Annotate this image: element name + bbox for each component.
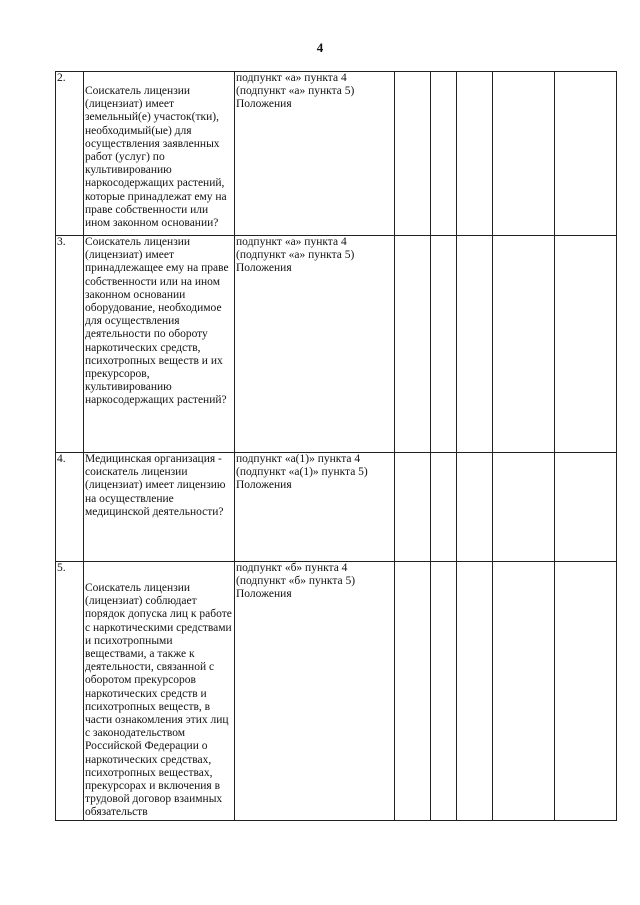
answer-cell-no[interactable]: [431, 236, 457, 453]
notes-cell[interactable]: [555, 453, 617, 562]
question-cell: [84, 453, 235, 562]
question-cell: [84, 236, 235, 453]
answer-cell-no[interactable]: [431, 72, 457, 236]
question-cell: [84, 562, 235, 821]
row-number: 5.: [56, 562, 84, 821]
notes-cell[interactable]: [555, 72, 617, 236]
reference-cell: подпункт «б» пункта 4 (подпункт «б» пункта 5) Положения: [235, 562, 395, 821]
answer-cell-extra[interactable]: [493, 562, 555, 821]
reference-cell: подпункт «а» пункта 4 (подпункт «а» пункта 5) Положения: [235, 72, 395, 236]
question-text: Соискатель лицензии (лицензиат) имеет земельный(е) участок(тки), необходимый(ые) для осуществления заявленных работ (услуг) по культивированию наркосодержащих растений, которые принадлежат ему на праве собственности или ином законном основании?: [85, 85, 227, 230]
reference-cell: подпункт «а» пункта 4 (подпункт «а» пункта 5) Положения: [235, 236, 395, 453]
table-row: [56, 453, 617, 562]
question-text: Соискатель лицензии (лицензиат) имеет принадлежащее ему на праве собственности или на ином законном основании оборудование, необходимое для осуществления деятельности по обороту наркотических средств, психотропных веществ и их прекурсоров, культивированию наркосодержащих растений?: [85, 236, 229, 407]
checklist-table: [55, 71, 617, 821]
notes-cell[interactable]: [555, 562, 617, 821]
row-number: 3.: [56, 236, 84, 453]
answer-cell-yes[interactable]: [395, 236, 431, 453]
answer-cell-na[interactable]: [457, 72, 493, 236]
answer-cell-yes[interactable]: [395, 72, 431, 236]
question-text: Соискатель лицензии (лицензиат) соблюдает порядок допуска лиц к работе с наркотическими средствами и психотропными веществами, а также к деятельности, связанной с оборотом прекурсоров наркотических средств и психотропных веществ, в части ознакомления этих лиц с законодательством Российской Федерации о наркотических средствах, психотропных веществах, прекурсорах и включения в трудовой договор взаимных обязательств: [85, 582, 232, 819]
answer-cell-yes[interactable]: [395, 453, 431, 562]
answer-cell-na[interactable]: [457, 453, 493, 562]
question-cell: [84, 72, 235, 236]
page-number: 4: [316, 40, 324, 55]
table-row: [56, 562, 617, 821]
answer-cell-na[interactable]: [457, 236, 493, 453]
question-text: Медицинская организация - соискатель лицензии (лицензиат) имеет лицензию на осуществление медицинской деятельности?: [85, 453, 226, 518]
row-number: 4.: [56, 453, 84, 562]
notes-cell[interactable]: [555, 236, 617, 453]
row-number: 2.: [56, 72, 84, 236]
answer-cell-no[interactable]: [431, 562, 457, 821]
table-row: [56, 236, 617, 453]
table-row: [56, 72, 617, 236]
answer-cell-na[interactable]: [457, 562, 493, 821]
answer-cell-extra[interactable]: [493, 236, 555, 453]
answer-cell-extra[interactable]: [493, 72, 555, 236]
answer-cell-no[interactable]: [431, 453, 457, 562]
answer-cell-extra[interactable]: [493, 453, 555, 562]
reference-cell: подпункт «а(1)» пункта 4 (подпункт «а(1)» пункта 5) Положения: [235, 453, 395, 562]
answer-cell-yes[interactable]: [395, 562, 431, 821]
